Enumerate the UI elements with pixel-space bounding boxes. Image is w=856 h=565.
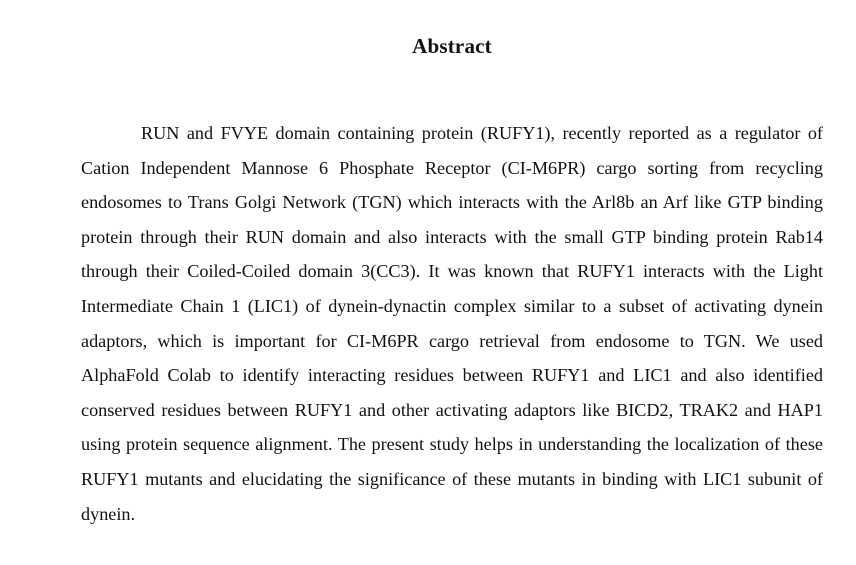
abstract-paragraph: RUN and FVYE domain containing protein (RUFY1), recently reported as a regulator of Cation Independent Mannose 6 Phosphate Receptor (CI-M6PR) cargo sorting from recycling endosomes to Trans Golgi Network (TGN) which interacts with the Arl8b an Arf like GTP binding protein through their RUN domain and also interacts with the small GTP binding protein Rab14 through their Coiled-Coiled domain 3(CC3). It was known that RUFY1 interacts with the Light Intermediate Chain 1 (LIC1) of dynein-dynactin complex similar to a subset of activating dynein adaptors, which is important for CI-M6PR cargo retrieval from endosome to TGN. We used AlphaFold Colab to identify interacting residues between RUFY1 and LIC1 and also identified conserved residues between RUFY1 and other activating adaptors like BICD2, TRAK2 and HAP1 using protein sequence alignment. The present study helps in understanding the localization of these RUFY1 mutants and elucidating the significance of these mutants in binding with LIC1 subunit of dynein.: [81, 123, 823, 524]
abstract-heading: Abstract: [412, 34, 492, 58]
